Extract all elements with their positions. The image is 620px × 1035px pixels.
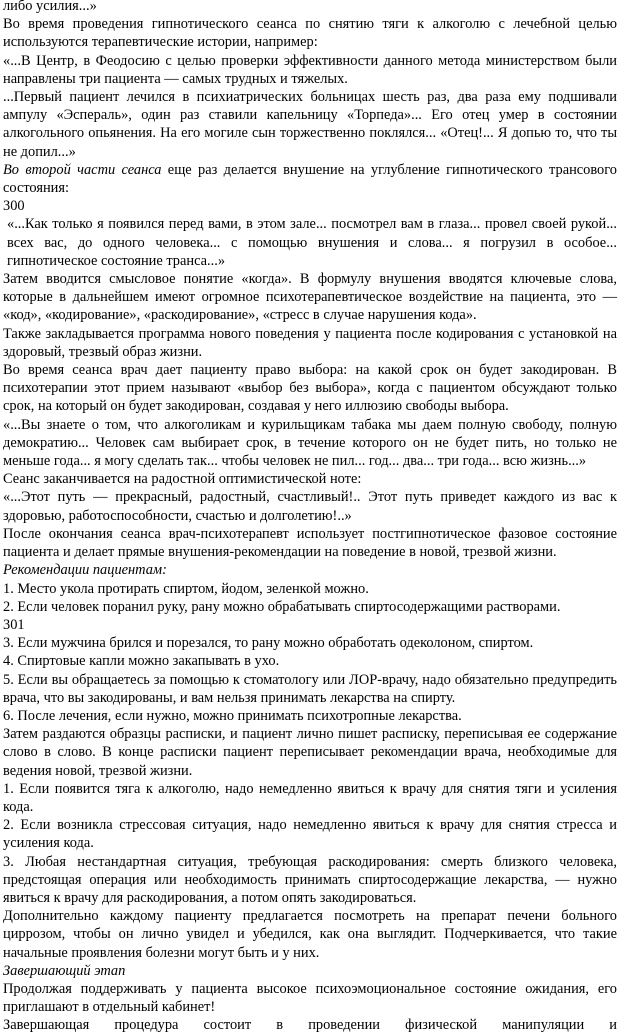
paragraph-second-part bbox=[3, 161, 617, 197]
page-number-300: 300 bbox=[3, 198, 25, 215]
paragraph-trance-quote: «...Как только я появился перед вами, в этом зале... посмотрел вам в глаза... провел своей рукой... всех вас, до одного человека... с помощью внушения и слова... я погрузил в особое... гипнотическое состояние транса...» bbox=[7, 216, 617, 269]
paragraph-final-procedure: Завершающая процедура состоит в проведении физической манипуляции и bbox=[3, 1017, 617, 1034]
recommendation-item: 4. Спиртовые капли можно закапывать в ухо. bbox=[3, 653, 280, 670]
paragraph-path-quote: «...Этот путь — прекрасный, радостный, счастливый!.. Этот путь приведет каждого из вас к здоровью, работоспособности, счастью и долголетию!..» bbox=[3, 489, 617, 524]
heading-recommendations: Рекомендации пациентам: bbox=[3, 562, 167, 579]
heading-final-stage: Завершающий этап bbox=[3, 962, 126, 979]
second-part-rest: еще раз делается внушение на углубление гипнотического трансового состояния: bbox=[3, 161, 617, 197]
paragraph-final-invite: Продолжая поддерживать у пациента высокое психоэмоциональное состояние ожидания, его приглашают в отдельный кабинет! bbox=[3, 980, 617, 1016]
paragraph-continuation: либо усилия...» bbox=[3, 0, 97, 14]
recommendation-item: 2. Если человек поранил руку, рану можно обрабатывать спиртосодержащими растворами. bbox=[3, 598, 561, 615]
paragraph-liver-demo: Дополнительно каждому пациенту предлагается посмотреть на препарат печени больного циррозом, чтобы он лично увидел и убедился, как она выглядит. Подчеркивается, что такие начальные проявления болезни могут быть и у них. bbox=[3, 908, 617, 961]
paragraph-session-end: Сеанс заканчивается на радостной оптимистической ноте: bbox=[3, 471, 362, 488]
second-part-italic: Во второй части сеанса bbox=[3, 161, 162, 178]
page-number-301: 301 bbox=[3, 616, 25, 633]
receipt-item: 3. Любая нестандартная ситуация, требующая раскодирования: смерть близкого человека, предстоящая операция или необходимость принимать спиртосодержащие лекарства, — нужно явиться к врачу для раскодирования, а потом опять закодироваться. bbox=[3, 853, 617, 906]
paragraph-behavior-program: Также закладывается программа нового поведения у пациента после кодирования с установкой на здоровый, трезвый образ жизни. bbox=[3, 325, 617, 360]
receipt-item: 1. Если появится тяга к алкоголю, надо немедленно явиться к врачу для снятия тяги и усиления кода. bbox=[3, 780, 617, 815]
recommendation-item: 3. Если мужчина брился и порезался, то рану можно обработать одеколоном, спиртом. bbox=[3, 635, 534, 652]
paragraph-freedom-quote: «...Вы знаете о том, что алкоголикам и курильщикам табака мы даем полную свободу, полную демократию... Человек сам выбирает срок, в течение которого он не будет пить, но только не меньше года... я могу сделать так... чтобы человек не пил... год... два... три года... всю жизнь...» bbox=[3, 416, 617, 470]
paragraph-story-first-patient: ...Первый пациент лечился в психиатрических больницах шесть раз, два раза ему подшивали ампулу «Эспераль», один раз ставили капельницу «Торпеда»... Его отец умер в состоянии алкогольного опьянения. На его могиле сын торжественно поклялся... «Отец!... Я допью то, что ты не допил...» bbox=[3, 89, 617, 160]
paragraph-post-session: После окончания сеанса врач-психотерапевт использует постгипнотическое фазовое состояние пациента и делает прямые внушения-рекомендации на поведение в новой, трезвой жизни. bbox=[3, 525, 617, 561]
recommendation-item: 6. После лечения, если нужно, можно принимать психотропные лекарства. bbox=[3, 707, 462, 724]
paragraph-intro-stories: Во время проведения гипнотического сеанса по снятию тяги к алкоголю с лечебной целью используются терапевтические истории, например: bbox=[3, 16, 617, 51]
receipt-item: 2. Если возникла стрессовая ситуация, надо немедленно явиться к врачу для снятия стресса и усиления кода. bbox=[3, 817, 617, 852]
document-page bbox=[3, 0, 617, 1035]
recommendation-item: 5. Если вы обращаетесь за помощью к стоматологу или ЛОР-врачу, надо обязательно предупредить врача, что вы закодированы, и вам нельзя принимать лекарства на спирту. bbox=[3, 671, 617, 706]
paragraph-when-concept: Затем вводится смысловое понятие «когда». В формулу внушения вводятся ключевые слова, которые в дальнейшем имеют огромное психотерапевтическое воздействие на пациента, это — «код», «кодирование», «раскодирование», «стресс в случае нарушения кода». bbox=[3, 271, 617, 324]
paragraph-choice: Во время сеанса врач дает пациенту право выбора: на какой срок он будет закодирован. В психотерапии этот прием называют «выбор без выбора», когда с пациентом обсуждают только срок, на который он будет закодирован, создавая у него иллюзию свободы выбора. bbox=[3, 362, 617, 415]
paragraph-receipt: Затем раздаются образцы расписки, и пациент лично пишет расписку, переписывая ее содержание слово в слово. В конце расписки пациент переписывает рекомендации врача, необходимые для ведения новой, трезвой жизни. bbox=[3, 726, 617, 779]
paragraph-story-center: «...В Центр, в Феодосию с целью проверки эффективности данного метода министерством были направлены три пациента — самых трудных и тяжелых. bbox=[3, 52, 617, 87]
recommendation-item: 1. Место укола протирать спиртом, йодом, зеленкой можно. bbox=[3, 580, 369, 597]
